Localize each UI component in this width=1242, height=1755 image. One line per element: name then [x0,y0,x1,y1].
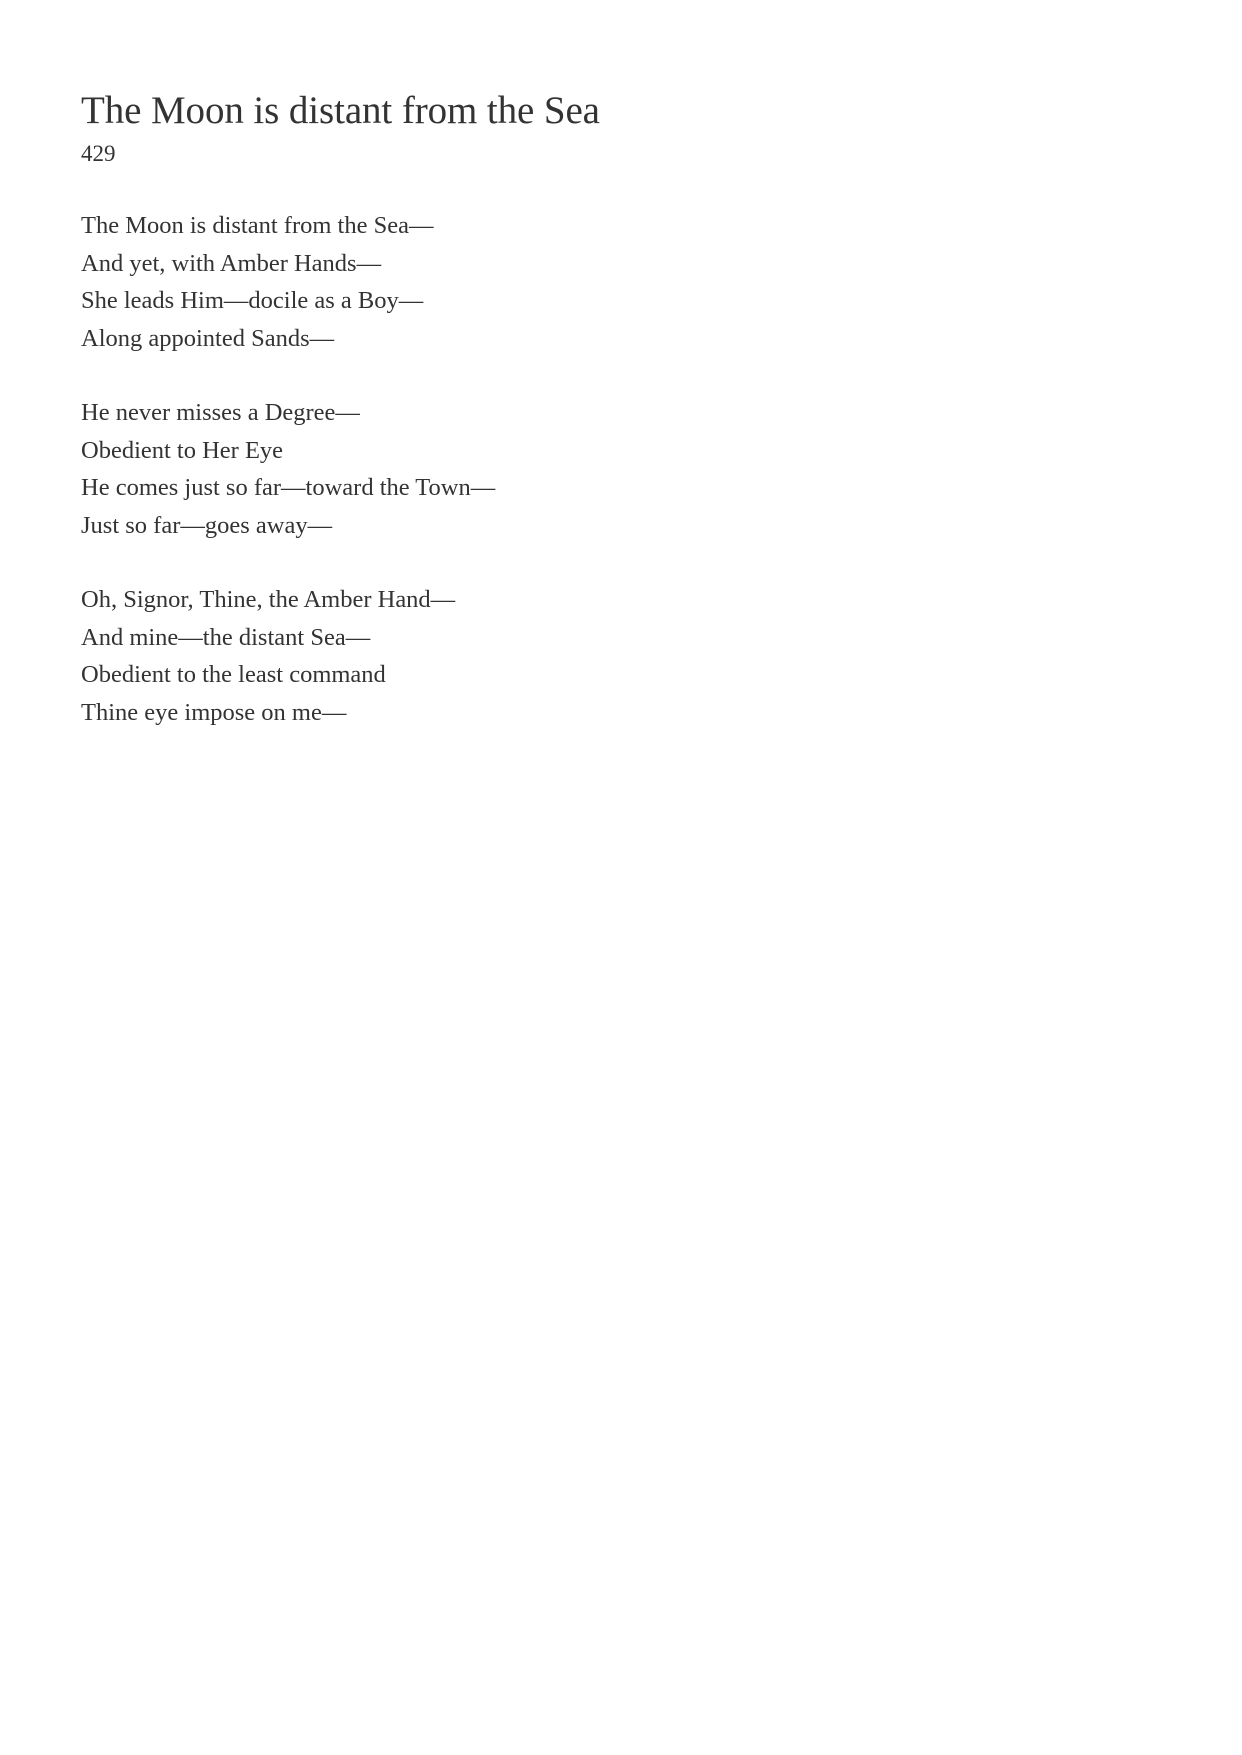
stanza-2 [81,394,1081,544]
poem-line: Along appointed Sands— [81,324,335,352]
poem-title: The Moon is distant from the Sea [81,89,600,132]
poem-line: She leads Him—docile as a Boy— [81,287,424,314]
poem-line: And mine—the distant Sea— [81,623,371,651]
poem-line: The Moon is distant from the Sea— [81,212,434,239]
poem-line: Just so far—goes away— [81,511,333,539]
poem-body [81,207,1081,731]
stanza-3 [81,581,1081,731]
poem-line: Thine eye impose on me— [81,698,347,726]
poem-line: Obedient to the least command [81,661,386,688]
poem-line: And yet, with Amber Hands— [81,249,382,277]
stanza-1 [81,207,1081,357]
poem [81,86,1081,768]
poem-number: 429 [81,141,116,166]
poem-line: He comes just so far—toward the Town— [81,474,496,501]
poem-line: He never misses a Degree— [81,399,360,426]
poem-line: Obedient to Her Eye [81,436,284,464]
poem-line: Oh, Signor, Thine, the Amber Hand— [81,586,456,613]
